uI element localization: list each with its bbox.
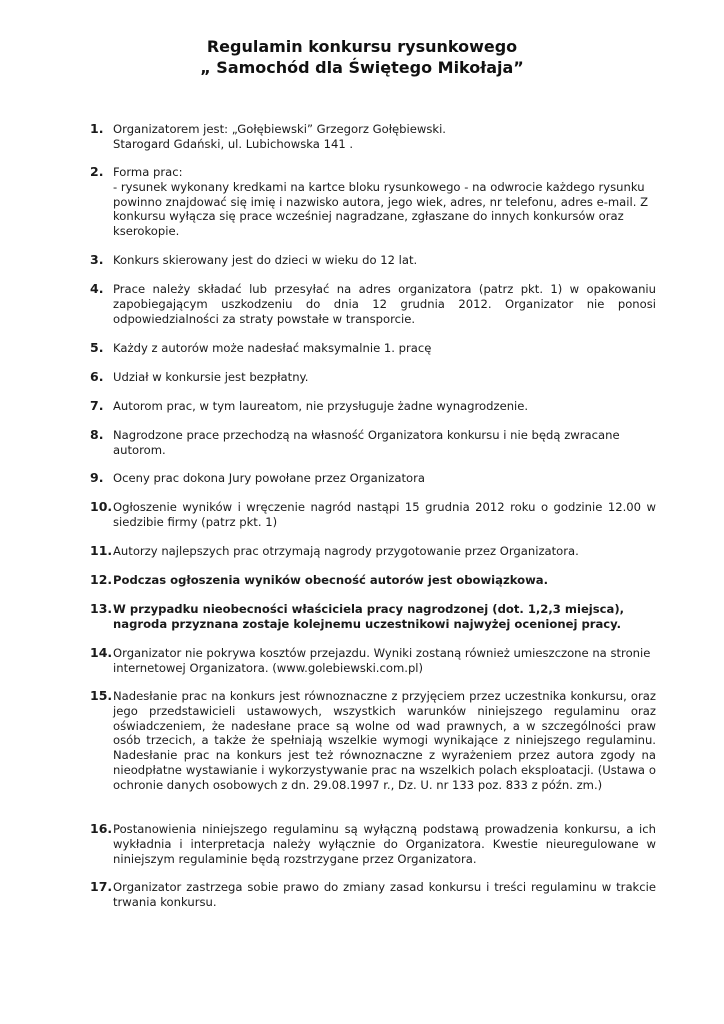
rule-item [90,282,656,326]
rule-number: 5. [90,340,104,355]
rule-text: Oceny prac dokona Jury powołane przez Organizatora [113,471,426,485]
rule-text: Ogłoszenie wyników i wręczenie nagród nastąpi 15 grudnia 2012 roku o godzinie 12.00 w siedzibie firmy (patrz pkt. 1) [113,500,656,529]
rule-item [90,165,656,239]
title-line-2: „ Samochód dla Świętego Mikołaja” [200,58,524,77]
rule-item [90,471,656,486]
rule-item [90,573,656,588]
rule-number: 3. [90,252,104,267]
rule-text: Autorom prac, w tym laureatom, nie przysługuje żadne wynagrodzenie. [113,399,529,413]
rule-text: Organizator zastrzega sobie prawo do zmiany zasad konkursu i treści regulaminu w trakcie trwania konkursu. [113,880,656,909]
rule-number: 7. [90,398,104,413]
rule-number: 8. [90,427,104,442]
rule-text: Nagrodzone prace przechodzą na własność Organizatora konkursu i nie będą zwracane autorom. [113,428,620,457]
rule-item [90,880,656,910]
rule-item [90,341,656,356]
rule-item [90,602,656,632]
rule-number: 4. [90,281,104,296]
rule-number: 12. [90,572,113,587]
rule-item [90,428,656,458]
rule-number: 6. [90,369,104,384]
rule-text: Organizatorem jest: „Gołębiewski” Grzegorz Gołębiewski. Starogard Gdański, ul. Lubichowska 141 . [113,122,446,151]
rule-number: 9. [90,470,104,485]
rule-text: Udział w konkursie jest bezpłatny. [113,370,309,384]
rule-text: Konkurs skierowany jest do dzieci w wieku do 12 lat. [113,253,418,267]
page-title [0,36,724,78]
rule-text: Forma prac: - rysunek wykonany kredkami na kartce bloku rysunkowego - na odwrocie każdego rysunku powinno znajdować się imię i nazwisko autora, jego wiek, adres, nr telefonu, adres e-mail. Z konkursu wyłącza się prace wcześniej nagradzane, zgłaszane do innych konkursów oraz kserokopie. [113,165,649,239]
rule-number: 11. [90,543,113,558]
rule-item [90,544,656,559]
rule-text: Organizator nie pokrywa kosztów przejazdu. Wyniki zostaną również umieszczone na stronie internetowej Organizatora. (www.golebiewski.com.pl) [113,646,651,675]
rule-item [90,689,656,793]
rule-number: 17. [90,879,113,894]
rule-number: 2. [90,164,104,179]
rule-item [90,822,656,866]
rule-text: Postanowienia niniejszego regulaminu są wyłączną podstawą prowadzenia konkursu, a ich wykładnia i interpretacja należy wyłącznie do Organizatora. Kwestie nieuregulowane w niniejszym regulaminie będą rozstrzygane przez Organizatora. [113,822,656,866]
rule-item [90,122,656,152]
rule-number: 1. [90,121,104,136]
rule-number: 16. [90,821,113,836]
title-line-1: Regulamin konkursu rysunkowego [206,37,518,56]
rule-number: 14. [90,645,113,660]
rule-text: Każdy z autorów może nadesłać maksymalnie 1. pracę [113,341,432,355]
rule-text: Autorzy najlepszych prac otrzymają nagrody przygotowanie przez Organizatora. [113,544,579,558]
rule-item [90,399,656,414]
rule-item [90,500,656,530]
rule-text: Podczas ogłoszenia wyników obecność autorów jest obowiązkowa. [113,573,549,587]
rule-text: W przypadku nieobecności właściciela pracy nagrodzonej (dot. 1,2,3 miejsca), nagroda przyznana zostaje kolejnemu uczestnikowi najwyżej ocenionej pracy. [113,602,625,631]
rule-number: 10. [90,499,113,514]
rule-item [90,646,656,676]
rule-text: Prace należy składać lub przesyłać na adres organizatora (patrz pkt. 1) w opakowaniu zapobiegającym uszkodzeniu do dnia 12 grudnia 2012. Organizator nie ponosi odpowiedzialności za straty powstałe w transporcie. [113,282,656,326]
rule-item [90,370,656,385]
rule-number: 13. [90,601,113,616]
rule-item [90,253,656,268]
rule-text: Nadesłanie prac na konkurs jest równoznaczne z przyjęciem przez uczestnika konkursu, oraz jego przedstawicieli ustawowych, wszystkich warunków niniejszego regulaminu oraz oświadczeniem, że nadesłane prace są wolne od wad prawnych, a w szczególności praw osób trzecich, a także że spełniają wszelkie wymogi wynikające z niniejszego regulaminu. Nadesłanie prac na konkurs jest też równoznaczne z wyrażeniem przez autora zgody na nieodpłatne wystawianie i wykorzystywanie prac na wszelkich polach eksploatacji. (Ustawa o ochronie danych osobowych z dn. 29.08.1997 r., Dz. U. nr 133 poz. 833 z późn. zm.) [113,689,656,792]
rule-number: 15. [90,688,113,703]
